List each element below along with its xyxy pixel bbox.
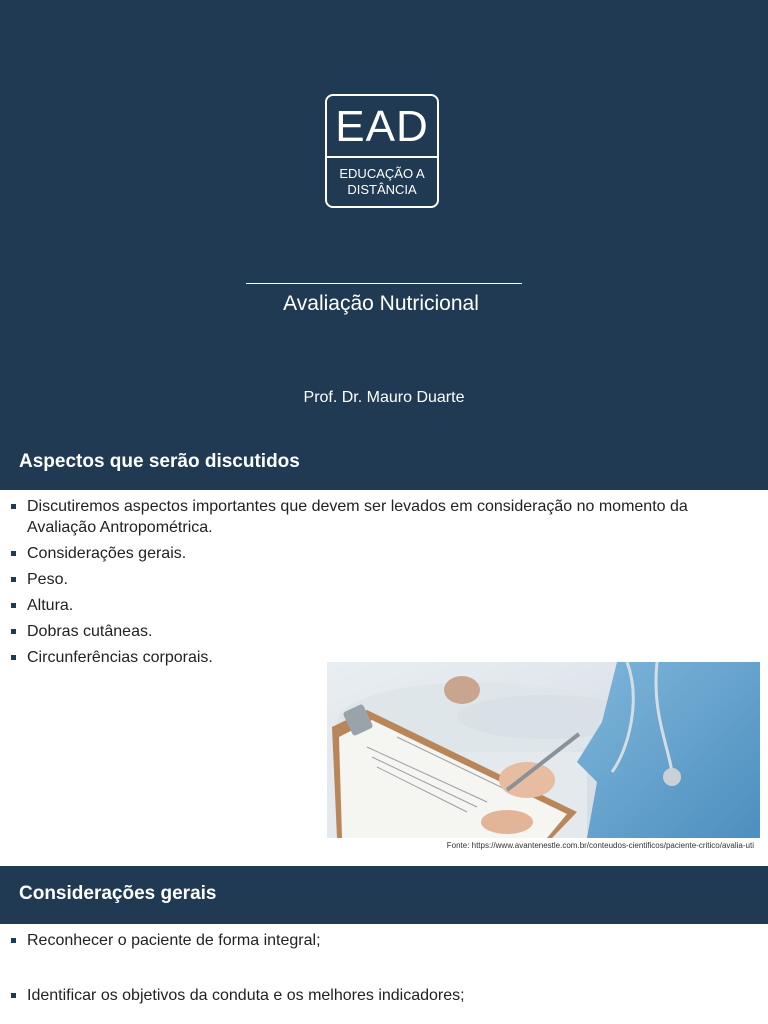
list-item (0, 595, 768, 616)
bullet-icon (11, 603, 16, 608)
list-item-text: Identificar os objetivos da conduta e os melhores indicadores; (27, 987, 465, 1004)
slide-heading-aspectos: Aspectos que serão discutidos (0, 436, 768, 490)
bullet-icon (11, 993, 16, 998)
bullet-icon (11, 504, 16, 509)
list-item-text: Altura. (27, 597, 74, 614)
list-item-text: Dobras cutâneas. (27, 623, 153, 640)
title-slide (0, 0, 768, 436)
list-item-text: Peso. (27, 571, 68, 588)
bullet-icon (11, 938, 16, 943)
list-item-text: Discutiremos aspectos importantes que devem ser levados em consideração no momento da Avaliação Antropométrica. (27, 498, 688, 536)
bullet-list-consideracoes (0, 930, 768, 1024)
nurse-clipboard-photo (327, 662, 760, 838)
presentation-title (0, 292, 768, 316)
list-item (0, 569, 768, 590)
list-item (0, 496, 768, 538)
list-item-text: Circunferências corporais. (27, 649, 213, 666)
title-divider (246, 283, 522, 284)
list-item (0, 543, 768, 564)
logo-subtitle-line1: EDUCAÇÃO A (339, 166, 425, 181)
bullet-icon (11, 551, 16, 556)
list-item (0, 985, 768, 1006)
bullet-icon (11, 577, 16, 582)
ead-logo (325, 94, 439, 208)
logo-divider (327, 156, 437, 158)
bullet-icon (11, 629, 16, 634)
logo-text-ead: EAD (335, 102, 429, 151)
presentation-title-text: Avaliação Nutricional (283, 292, 479, 315)
list-item (0, 930, 768, 951)
list-item-text: Considerações gerais. (27, 545, 187, 562)
author-name: Prof. Dr. Mauro Duarte (303, 389, 465, 406)
slide-heading-consideracoes: Considerações gerais (0, 866, 768, 924)
logo-subtitle-line2: DISTÂNCIA (347, 182, 417, 197)
bullet-list-aspectos (0, 496, 768, 673)
list-item-text: Reconhecer o paciente de forma integral; (27, 932, 321, 949)
bullet-icon (11, 655, 16, 660)
logo-subtitle (327, 166, 437, 198)
list-item (0, 621, 768, 642)
image-source-caption: Fonte: https://www.avantenestle.com.br/conteudos-cientificos/paciente-critico/avalia-uti (446, 841, 754, 850)
